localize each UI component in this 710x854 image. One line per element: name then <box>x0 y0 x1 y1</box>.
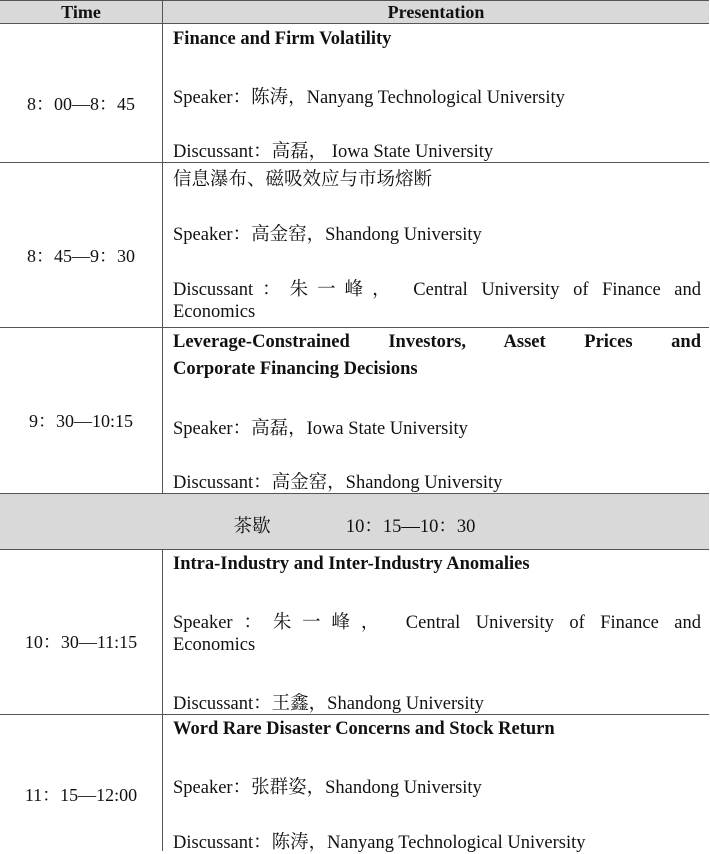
table-row <box>0 163 709 328</box>
session-speaker: Speaker：朱一峰， Central University of Finance and <box>173 613 701 633</box>
session-speaker: Speaker：高金窑，Shandong University <box>173 225 482 245</box>
tea-break-row <box>0 494 709 550</box>
session-discussant: Discussant：朱一峰， Central University of Finance and <box>173 280 701 300</box>
session-discussant: Discussant：高磊， Iowa State University <box>173 142 494 162</box>
session-presentation <box>173 24 701 162</box>
session-speaker: Speaker：张群姿，Shandong University <box>173 778 482 798</box>
table-header-row <box>0 0 709 24</box>
tea-break-text <box>0 512 709 538</box>
session-presentation <box>173 715 701 851</box>
session-time: 9：30—10:15 <box>28 411 133 431</box>
session-discussant-continued: Economics <box>173 302 256 322</box>
session-title: Word Rare Disaster Concerns and Stock Return <box>173 719 555 739</box>
session-presentation <box>173 328 701 493</box>
table-row <box>0 550 709 715</box>
session-time: 8：45—9：30 <box>27 246 135 266</box>
session-discussant: Discussant：陈涛，Nanyang Technological University <box>173 833 586 853</box>
table-row <box>0 715 709 851</box>
session-presentation <box>173 550 701 714</box>
session-title: 信息瀑布、磁吸效应与市场熔断 <box>173 170 433 190</box>
session-speaker-continued: Economics <box>173 635 256 655</box>
table-row <box>0 24 709 163</box>
time-column-header: Time <box>61 2 101 22</box>
session-presentation <box>173 163 701 327</box>
session-title: Leverage-Constrained Investors, Asset Prices and <box>173 332 701 352</box>
session-discussant: Discussant：王鑫，Shandong University <box>173 694 484 714</box>
session-time: 8：00—8：45 <box>27 94 135 114</box>
table-row <box>0 328 709 494</box>
tea-break-label: 茶歇 <box>233 517 271 537</box>
session-title: Intra-Industry and Inter-Industry Anomalies <box>173 554 530 574</box>
session-title: Finance and Firm Volatility <box>173 29 392 49</box>
tea-break-time: 10：15—10：30 <box>345 517 476 537</box>
presentation-column-header: Presentation <box>387 2 485 22</box>
session-time: 11：15—12:00 <box>24 785 138 805</box>
session-speaker: Speaker：陈涛，Nanyang Technological University <box>173 88 565 108</box>
session-time: 10：30—11:15 <box>24 632 138 652</box>
session-discussant: Discussant：高金窑，Shandong University <box>173 473 503 493</box>
session-speaker: Speaker：高磊，Iowa State University <box>173 419 468 439</box>
session-title-continued: Corporate Financing Decisions <box>173 359 418 379</box>
